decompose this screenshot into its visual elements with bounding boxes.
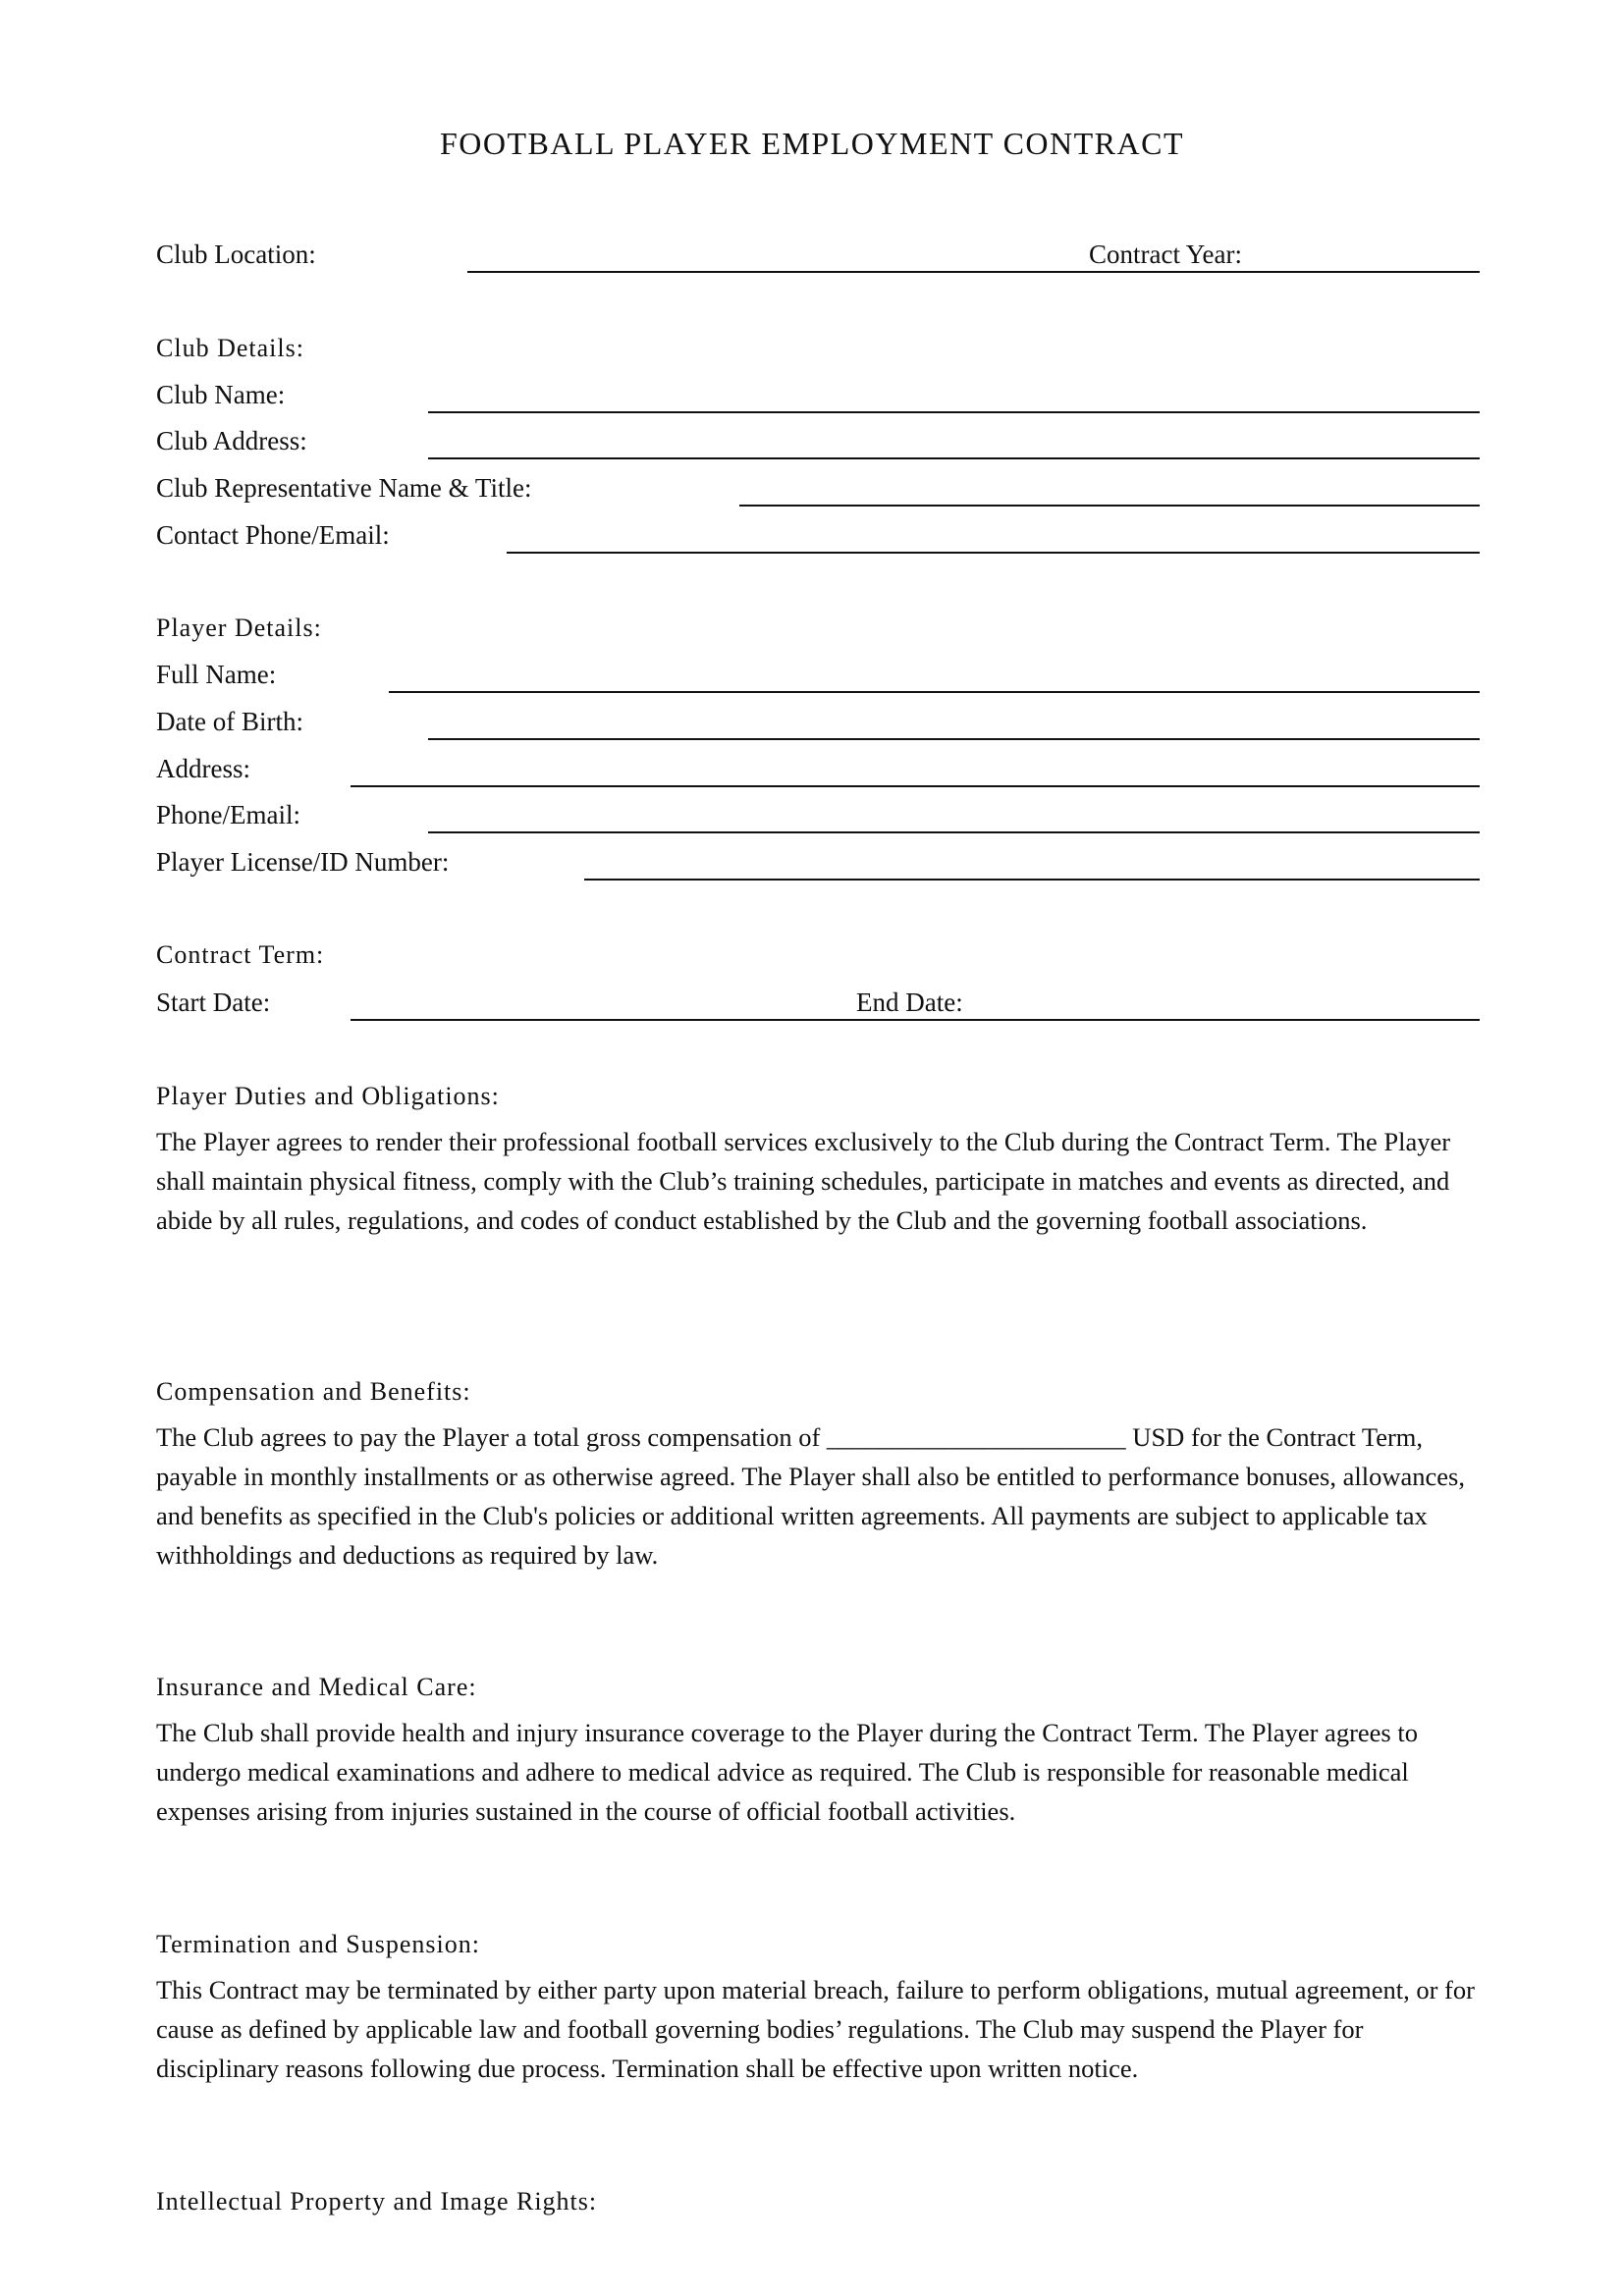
termination-paragraph: This Contract may be terminated by either party upon material breach, failure to perform obligations, mutual agreement, or for cause as defined by applicable law and football governing bodies’ regulations. The Club may suspend the Player for disciplinary reasons following due process. Termination shall be effective upon written notice.	[156, 1975, 1475, 2083]
start-date-field[interactable]	[351, 1019, 857, 1021]
address-field[interactable]	[351, 785, 1480, 787]
full-name-label: Full Name:	[156, 660, 277, 689]
contract-term-heading: Contract Term:	[156, 940, 325, 969]
license-id-label: Player License/ID Number:	[156, 847, 450, 877]
compensation-heading: Compensation and Benefits:	[156, 1377, 471, 1406]
insurance-paragraph: The Club shall provide health and injury insurance coverage to the Player during the Contract Term. The Player agrees to undergo medical examinations and adhere to medical advice as required. The Club is responsible for reasonable medical expenses arising from injuries sustained in the course of official football activities.	[156, 1718, 1418, 1826]
club-name-field[interactable]	[428, 411, 1480, 413]
end-date-label: End Date:	[856, 988, 963, 1017]
duties-heading: Player Duties and Obligations:	[156, 1082, 500, 1110]
license-id-field[interactable]	[584, 879, 1480, 881]
insurance-heading: Insurance and Medical Care:	[156, 1673, 477, 1701]
date-of-birth-label: Date of Birth:	[156, 707, 303, 736]
club-contact-label: Contact Phone/Email:	[156, 520, 390, 550]
ip-rights-heading: Intellectual Property and Image Rights:	[156, 2187, 598, 2216]
end-date-field[interactable]	[857, 1019, 1480, 1021]
club-representative-field[interactable]	[739, 505, 1480, 507]
address-label: Address:	[156, 754, 250, 783]
club-address-label: Club Address:	[156, 426, 307, 455]
club-address-field[interactable]	[428, 457, 1480, 459]
contract-year-label: Contract Year:	[1089, 240, 1242, 269]
club-name-label: Club Name:	[156, 380, 286, 409]
phone-email-field[interactable]	[428, 831, 1480, 833]
start-date-label: Start Date:	[156, 988, 271, 1017]
player-details-heading: Player Details:	[156, 614, 322, 642]
document-title: FOOTBALL PLAYER EMPLOYMENT CONTRACT	[439, 126, 1185, 161]
date-of-birth-field[interactable]	[428, 738, 1480, 740]
contract-year-field[interactable]	[1081, 271, 1480, 273]
phone-email-label: Phone/Email:	[156, 800, 300, 829]
compensation-paragraph: The Club agrees to pay the Player a total gross compensation of _______________________ USD for the Contract Term, payable in monthly installments or as otherwise agreed. The Player shall also be entitled to performance bonuses, allowances, and benefits as specified in the Club's policies or additional written agreements. All payments are subject to applicable tax withholdings and deductions as required by law.	[156, 1422, 1465, 1570]
club-representative-label: Club Representative Name & Title:	[156, 473, 532, 503]
termination-heading: Termination and Suspension:	[156, 1930, 480, 1958]
club-location-field[interactable]	[467, 271, 1081, 273]
club-contact-field[interactable]	[507, 552, 1480, 554]
club-location-label: Club Location:	[156, 240, 316, 269]
club-details-heading: Club Details:	[156, 334, 304, 362]
duties-paragraph: The Player agrees to render their professional football services exclusively to the Club during the Contract Term. The Player shall maintain physical fitness, comply with the Club’s training schedules, participate in matches and events as directed, and abide by all rules, regulations, and codes of conduct established by the Club and the governing football associations.	[156, 1127, 1451, 1235]
full-name-field[interactable]	[389, 691, 1480, 693]
